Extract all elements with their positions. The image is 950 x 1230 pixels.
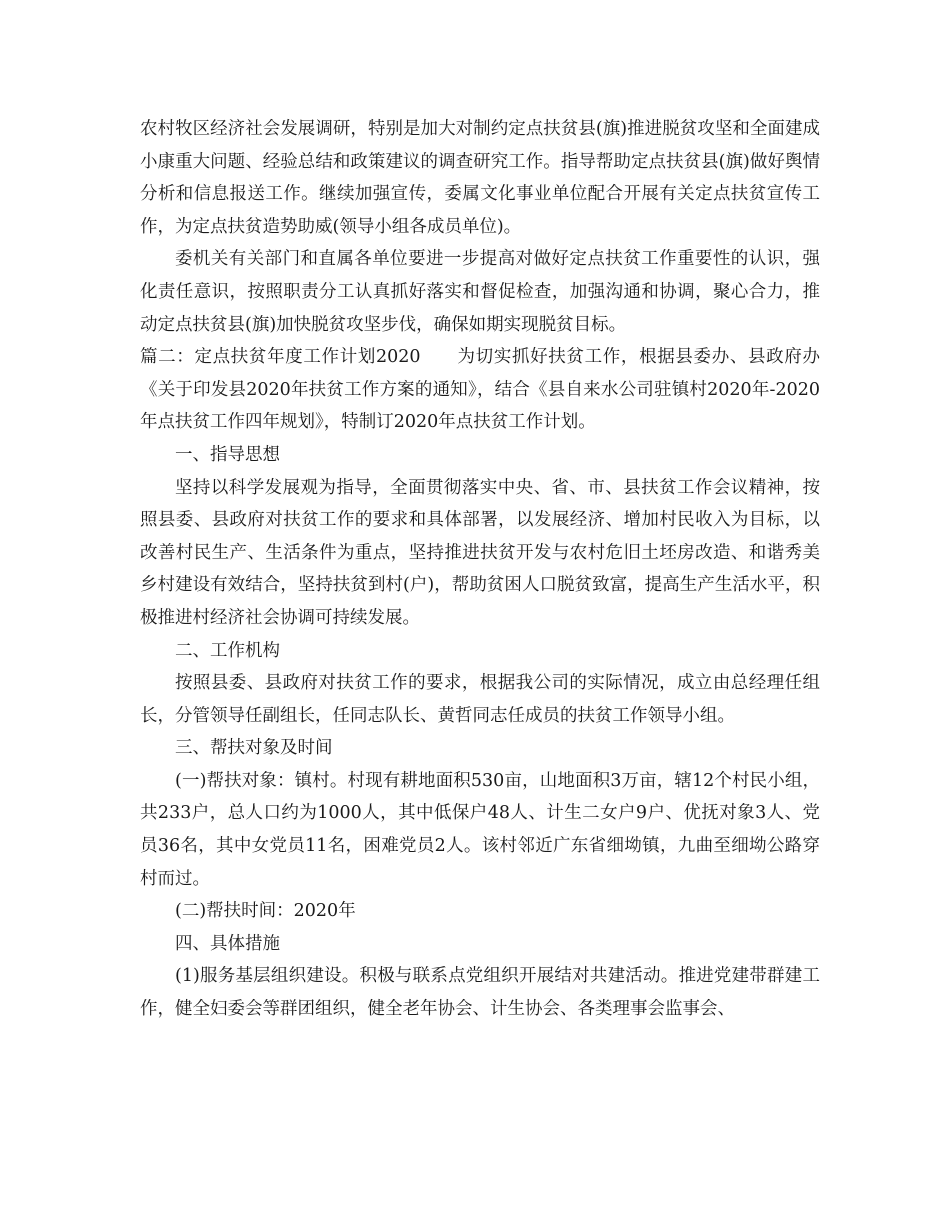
section-heading-specific-measures: 四、具体措施 [175,933,280,954]
paragraph-assistance-target: (一)帮扶对象：镇村。村现有耕地面积530亩，山地面积3万亩，辖12个村民小组，共233户，总人口约为1000人，其中低保户48人、计生二女户9户、优抚对象3人、党员36名，其中女党员11名，困难党员2人。该村邻近广东省细坳镇，九曲至细坳公路穿村而过。 [140,770,820,889]
paragraph-guiding-thought: 坚持以科学发展观为指导，全面贯彻落实中央、省、市、县扶贫工作会议精神，按照县委、县政府对扶贫工作的要求和具体部署，以发展经济、增加村民收入为目标，以改善村民生产、生活条件为重点，坚持推进扶贫开发与农村危旧土坯房改造、和谐秀美乡村建设有效结合，坚持扶贫到村(户)，帮助贫困人口脱贫致富，提高生产生活水平，积极推进村经济社会协调可持续发展。 [140,477,820,628]
paragraph-part-two-intro: 篇二：定点扶贫年度工作计划2020 为切实抓好扶贫工作，根据县委办、县政府办《关于印发县2020年扶贫工作方案的通知》，结合《县自来水公司驻镇村2020年-2020年点扶贫工作四年规划》，特制订2020年点扶贫工作计划。 [140,347,820,433]
document-body [140,113,820,1026]
section-heading-guiding-thought: 一、指导思想 [175,444,280,465]
paragraph-assistance-time: (二)帮扶时间：2020年 [175,901,356,922]
paragraph-measure-one: (1)服务基层组织建设。积极与联系点党组织开展结对共建活动。推进党建带群建工作，健全妇委会等群团组织，健全老年协会、计生协会、各类理事会监事会、 [140,966,820,1020]
paragraph-work-organization: 按照县委、县政府对扶贫工作的要求，根据我公司的实际情况，成立由总经理任组长，分管领导任副组长，任同志队长、黄哲同志任成员的扶贫工作领导小组。 [140,673,820,726]
section-heading-targets-and-time: 三、帮扶对象及时间 [175,738,333,759]
paragraph-commission-requirements: 委机关有关部门和直属各单位要进一步提高对做好定点扶贫工作重要性的认识，强化责任意识，按照职责分工认真抓好落实和督促检查，加强沟通和协调，聚心合力，推动定点扶贫县(旗)加快脱贫攻坚步伐，确保如期实现脱贫目标。 [140,249,820,335]
paragraph-continuation: 农村牧区经济社会发展调研，特别是加大对制约定点扶贫县(旗)推进脱贫攻坚和全面建成小康重大问题、经验总结和政策建议的调查研究工作。指导帮助定点扶贫县(旗)做好舆情分析和信息报送工作。继续加强宣传，委属文化事业单位配合开展有关定点扶贫宣传工作，为定点扶贫造势助威(领导小组各成员单位)。 [140,119,820,237]
section-heading-work-organization: 二、工作机构 [175,640,280,661]
